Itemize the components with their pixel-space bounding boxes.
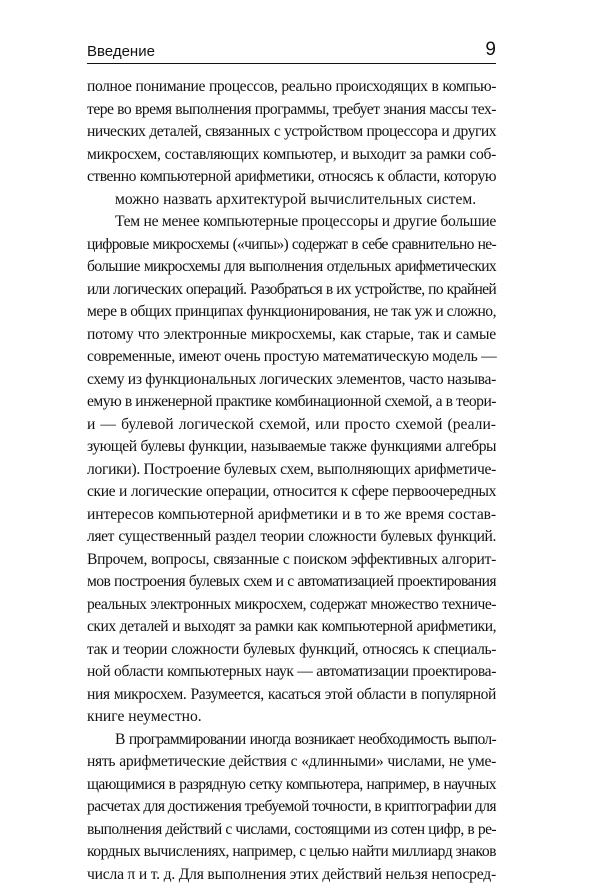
- header-rule: [87, 63, 496, 64]
- text-line: ния микросхем. Разумеется, касаться этой области в популярной: [87, 684, 496, 707]
- text-line: ские и логические операции, относится к сфере первоочередных: [87, 481, 496, 504]
- text-line: интересов компьютерной арифметики и в то же время состав-: [87, 504, 496, 527]
- text-line: современные, имеют очень простую математическую модель —: [87, 346, 496, 369]
- text-line: нять арифметические действия с «длинными» числами, не уме-: [87, 751, 496, 774]
- text-line: реальных электронных микросхем, содержат множество техниче-: [87, 594, 496, 617]
- text-line: полное понимание процессов, реально происходящих в компью-: [87, 76, 496, 99]
- text-line: схему из функциональных логических элементов, часто называ-: [87, 369, 496, 392]
- text-line: цифровые микросхемы («чипы») содержат в себе сравнительно не-: [87, 234, 496, 257]
- text-line: или логических операций. Разобраться в их устройстве, по крайней: [87, 279, 496, 302]
- text-line: микросхем, составляющих компьютер, и выходит за рамки соб-: [87, 144, 496, 167]
- text-line: числа π и т. д. Для выполнения этих действий нельзя непосред-: [87, 864, 496, 886]
- text-line: и — булевой логической схемой, или просто схемой (реали-: [87, 414, 496, 437]
- text-line: ственно компьютерной арифметики, относясь к области, которую: [87, 166, 496, 189]
- text-line: емую в инженерной практике комбинационной схемой, а в теори-: [87, 391, 496, 414]
- text-line: выполнения действий с числами, состоящими из сотен цифр, в ре-: [87, 819, 496, 842]
- text-line: зующей булевы функции, называемые также функциями алгебры: [87, 436, 496, 459]
- running-title: Введение: [87, 43, 155, 62]
- page-number: 9: [485, 39, 496, 62]
- text-line: мере в общих принципах функционирования, не так уж и сложно,: [87, 301, 496, 324]
- text-line: большие микросхемы для выполнения отдельных арифметических: [87, 256, 496, 279]
- text-line: нических деталей, связанных с устройством процессора и других: [87, 121, 496, 144]
- text-line: Тем не менее компьютерные процессоры и другие большие: [87, 211, 496, 234]
- text-line: ляет существенный раздел теории сложности булевых функций.: [87, 526, 496, 549]
- text-line: можно назвать архитектурой вычислительных систем.: [87, 189, 496, 212]
- text-line: щающимися в разрядную сетку компьютера, например, в научных: [87, 774, 496, 797]
- text-line: тере во время выполнения программы, требует знания массы тех-: [87, 99, 496, 122]
- text-line: потому что электронные микросхемы, как старые, так и самые: [87, 324, 496, 347]
- text-line: так и теории сложности булевых функций, относясь к специаль-: [87, 639, 496, 662]
- text-line: кордных вычислениях, например, с целью найти миллиард знаков: [87, 841, 496, 864]
- text-line: логики). Построение булевых схем, выполняющих арифметиче-: [87, 459, 496, 482]
- paragraph-3: [87, 729, 496, 886]
- text-line: ной области компьютерных наук — автоматизации проектирова-: [87, 661, 496, 684]
- paragraph-2: [87, 211, 496, 729]
- text-line: расчетах для достижения требуемой точности, в криптографии для: [87, 796, 496, 819]
- body-text: [87, 76, 496, 886]
- paragraph-1: [87, 76, 496, 211]
- text-line: В программировании иногда возникает необходимость выпол-: [87, 729, 496, 752]
- text-line: Впрочем, вопросы, связанные с поиском эффективных алгорит-: [87, 549, 496, 572]
- text-line: ских деталей и выходят за рамки как компьютерной арифметики,: [87, 616, 496, 639]
- running-head: [87, 38, 496, 62]
- text-line: мов построения булевых схем и с автоматизацией проектирования: [87, 571, 496, 594]
- text-line: книге неуместно.: [87, 706, 496, 729]
